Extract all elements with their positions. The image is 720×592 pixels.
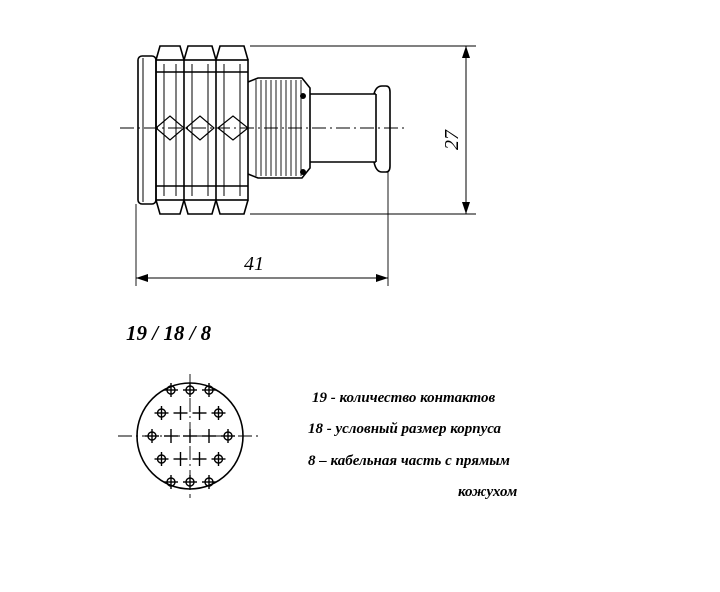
ribbed-boot: [248, 78, 310, 178]
contact-pin: [202, 429, 216, 443]
legend: [308, 390, 517, 500]
contact-pin: [193, 406, 207, 420]
length-dimension-label: 41: [244, 253, 264, 275]
contact-pin-marked: [155, 406, 169, 420]
contact-pin-marked: [145, 429, 159, 443]
contact-pin-marked: [183, 475, 197, 489]
contact-pin: [174, 406, 188, 420]
contact-pin-marked: [212, 406, 226, 420]
contact-pin: [174, 452, 188, 466]
height-dimension: [441, 46, 470, 214]
contact-pin-marked: [221, 429, 235, 443]
contact-pin: [193, 452, 207, 466]
rear-flange: [138, 56, 156, 204]
contact-pin-marked: [183, 383, 197, 397]
contact-pin: [183, 429, 197, 443]
legend-line-1: 19 - количество контактов: [312, 390, 496, 406]
coupling-nut: [156, 46, 248, 214]
legend-line-3: 8 – кабельная часть с прямым: [308, 453, 510, 469]
contact-arrangement: [118, 374, 262, 498]
cable-sleeve: [310, 86, 390, 172]
contact-pin-marked: [212, 452, 226, 466]
legend-line-4: кожухом: [458, 484, 518, 500]
contact-pin-marked: [155, 452, 169, 466]
legend-line-2: 18 - условный размер корпуса: [308, 421, 502, 437]
length-dimension: [136, 253, 388, 282]
connector-side-view: [120, 46, 476, 286]
height-dimension-label: 27: [441, 130, 463, 150]
connector-code: 19 / 18 / 8: [126, 321, 212, 345]
contact-pin: [164, 429, 178, 443]
